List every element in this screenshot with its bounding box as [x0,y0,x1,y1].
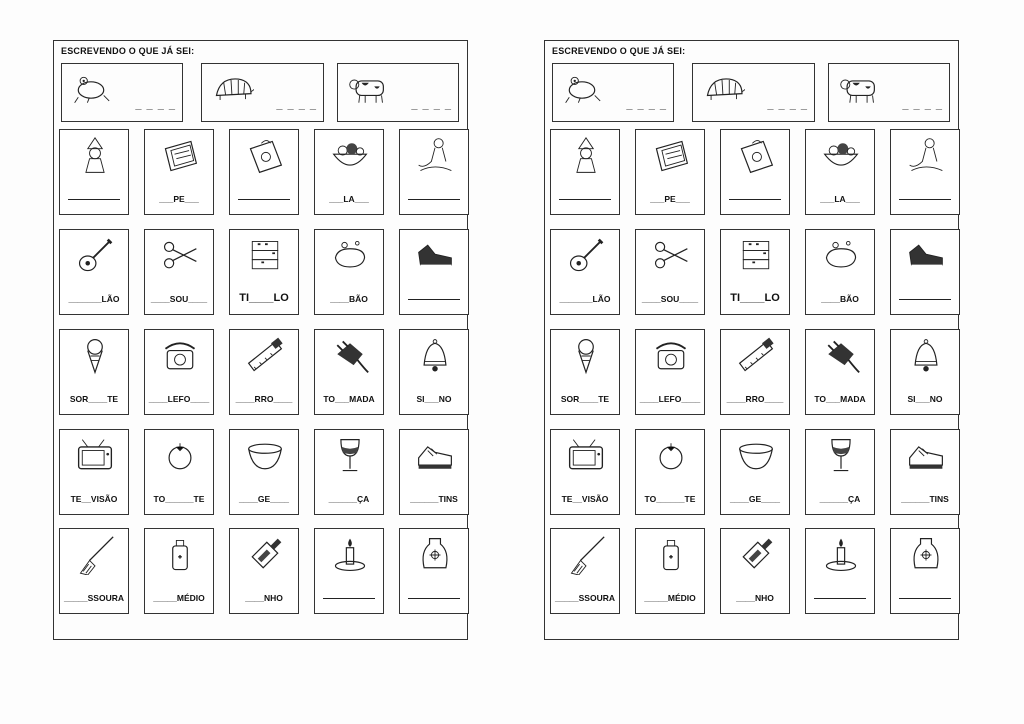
frog-icon [68,70,114,110]
word-fill-label[interactable]: ____RRO____ [235,394,293,404]
word-fill-label[interactable]: TI____LO [730,292,780,304]
picture-card [720,429,790,515]
word-fill-label[interactable]: ______ÇA [328,494,370,504]
animal-word-box [61,63,183,122]
word-fill-label[interactable]: _____SSOURA [554,593,615,603]
picture-card [144,528,214,614]
picture-card [229,129,299,215]
television-icon [75,436,115,476]
word-fill-label[interactable]: TO___MADA [323,394,375,404]
picture-card [229,329,299,415]
word-fill-label[interactable]: ____GE____ [238,494,290,504]
bottle-icon [245,535,285,575]
letter-blanks[interactable]: _ _ _ _ [767,99,808,111]
picture-card [805,329,875,415]
letter-blanks[interactable]: _ _ _ _ [626,99,667,111]
soap-icon [821,236,861,276]
word-fill-label[interactable]: ______ÇA [819,494,861,504]
picture-card [720,329,790,415]
carpet-icon [160,136,200,176]
bell-icon [906,336,946,376]
medicine-icon [651,535,691,575]
animal-word-box [828,63,950,122]
broom-icon [75,535,115,575]
ice-cream-icon [566,336,606,376]
answer-line[interactable] [814,598,866,599]
word-fill-label[interactable]: ____NHO [736,593,774,603]
candle-icon [821,535,861,575]
bottle-icon [736,535,776,575]
armadillo-icon [699,70,745,110]
picture-card [229,229,299,315]
ice-cream-icon [75,336,115,376]
picture-card [890,129,960,215]
bell-icon [415,336,455,376]
answer-line[interactable] [408,199,460,200]
answer-line[interactable] [899,299,951,300]
word-fill-label[interactable]: ____LEFO____ [148,394,210,404]
frog-icon [559,70,605,110]
guitar-icon [566,236,606,276]
animal-word-box [692,63,815,122]
letter-blanks[interactable]: _ _ _ _ [411,99,452,111]
picture-card [229,429,299,515]
bowl-icon [736,436,776,476]
word-fill-label[interactable]: _______LÃO [68,294,120,304]
picture-card [144,329,214,415]
picture-card [229,528,299,614]
word-fill-label[interactable]: TO______TE [153,494,205,504]
fruit-bowl-icon [821,136,861,176]
telephone-icon [651,336,691,376]
word-fill-label[interactable]: ___LA___ [820,194,860,204]
word-fill-label[interactable]: ___PE___ [159,194,199,204]
fruit-bowl-icon [330,136,370,176]
word-fill-label[interactable]: TI____LO [239,292,289,304]
dwarf-icon [566,136,606,176]
bricks-icon [245,236,285,276]
word-fill-label[interactable]: ____RRO____ [726,394,784,404]
letter-blanks[interactable]: _ _ _ _ [902,99,943,111]
wallet-icon [736,136,776,176]
medicine-icon [160,535,200,575]
bowl-icon [245,436,285,476]
answer-line[interactable] [323,598,375,599]
cow-icon [344,70,390,110]
word-fill-label[interactable]: ___PE___ [650,194,690,204]
word-fill-label[interactable]: TO______TE [644,494,696,504]
carpet-icon [651,136,691,176]
picture-card [635,229,705,315]
worksheet-title: ESCREVENDO O QUE JÁ SEI: [61,46,195,56]
word-fill-label[interactable]: SOR____TE [560,394,610,404]
worksheet-right [544,40,959,640]
picture-card [890,229,960,315]
sneakers-icon [906,436,946,476]
picture-card [314,429,384,515]
picture-card [550,429,620,515]
broom-icon [566,535,606,575]
picture-card [314,528,384,614]
picture-card [399,329,469,415]
picture-card [550,129,620,215]
vase-icon [906,535,946,575]
picture-card [314,229,384,315]
picture-card [399,528,469,614]
picture-card [720,129,790,215]
word-fill-label[interactable]: _____MÉDIO [644,593,696,603]
word-fill-label[interactable]: SI___NO [907,394,943,404]
scissors-icon [160,236,200,276]
word-fill-label[interactable]: SI___NO [416,394,452,404]
picture-card [550,528,620,614]
letter-blanks[interactable]: _ _ _ _ [135,99,176,111]
armadillo-icon [208,70,254,110]
picture-card [314,329,384,415]
picture-card [144,429,214,515]
soap-icon [330,236,370,276]
word-fill-label[interactable]: ____SOU____ [641,294,699,304]
picture-card [805,528,875,614]
shoe-icon [906,236,946,276]
worksheet-left [53,40,468,640]
answer-line[interactable] [559,199,611,200]
picture-card [805,129,875,215]
picture-card [399,129,469,215]
television-icon [566,436,606,476]
word-fill-label[interactable]: SOR____TE [69,394,119,404]
plug-icon [330,336,370,376]
saw-icon [736,336,776,376]
word-fill-label[interactable]: _______LÃO [559,294,611,304]
picture-card [890,429,960,515]
picture-card [144,129,214,215]
word-fill-label[interactable]: _____MÉDIO [153,593,205,603]
picture-card [635,429,705,515]
telephone-icon [160,336,200,376]
picture-card [635,129,705,215]
animal-word-box [552,63,674,122]
worksheet-title: ESCREVENDO O QUE JÁ SEI: [552,46,686,56]
candle-icon [330,535,370,575]
word-fill-label[interactable]: ____SOU____ [150,294,208,304]
animal-word-box [337,63,459,122]
word-fill-label[interactable]: ____BÃO [821,294,859,304]
sneakers-icon [415,436,455,476]
shoe-icon [415,236,455,276]
picture-card [399,429,469,515]
picture-card [805,229,875,315]
tomato-icon [160,436,200,476]
picture-card [635,329,705,415]
wine-glass-icon [330,436,370,476]
picture-card [59,129,129,215]
picture-card [550,229,620,315]
guitar-icon [75,236,115,276]
word-fill-label[interactable]: ______TINS [901,494,949,504]
vase-icon [415,535,455,575]
word-fill-label[interactable]: ______TINS [410,494,458,504]
picture-card [635,528,705,614]
picture-card [59,229,129,315]
picture-card [805,429,875,515]
plug-icon [821,336,861,376]
answer-line[interactable] [408,299,460,300]
picture-card [720,528,790,614]
picture-card [399,229,469,315]
picture-card [144,229,214,315]
picture-card [59,528,129,614]
tomato-icon [651,436,691,476]
picture-card [720,229,790,315]
picture-card [59,429,129,515]
word-fill-label[interactable]: ____BÃO [330,294,368,304]
mermaid-icon [906,136,946,176]
picture-card [890,329,960,415]
letter-blanks[interactable]: _ _ _ _ [276,99,317,111]
word-fill-label[interactable]: ____LEFO____ [639,394,701,404]
word-fill-label[interactable]: ____NHO [245,593,283,603]
picture-card [314,129,384,215]
answer-line[interactable] [899,598,951,599]
bricks-icon [736,236,776,276]
word-fill-label[interactable]: TE__VISÃO [561,494,609,504]
animal-word-box [201,63,324,122]
answer-line[interactable] [899,199,951,200]
dwarf-icon [75,136,115,176]
answer-line[interactable] [238,199,290,200]
mermaid-icon [415,136,455,176]
picture-card [59,329,129,415]
scissors-icon [651,236,691,276]
word-fill-label[interactable]: TE__VISÃO [70,494,118,504]
picture-card [550,329,620,415]
word-fill-label[interactable]: TO___MADA [814,394,866,404]
word-fill-label[interactable]: ____GE____ [729,494,781,504]
word-fill-label[interactable]: ___LA___ [329,194,369,204]
saw-icon [245,336,285,376]
word-fill-label[interactable]: _____SSOURA [63,593,124,603]
wine-glass-icon [821,436,861,476]
answer-line[interactable] [408,598,460,599]
cow-icon [835,70,881,110]
picture-card [890,528,960,614]
answer-line[interactable] [729,199,781,200]
answer-line[interactable] [68,199,120,200]
wallet-icon [245,136,285,176]
